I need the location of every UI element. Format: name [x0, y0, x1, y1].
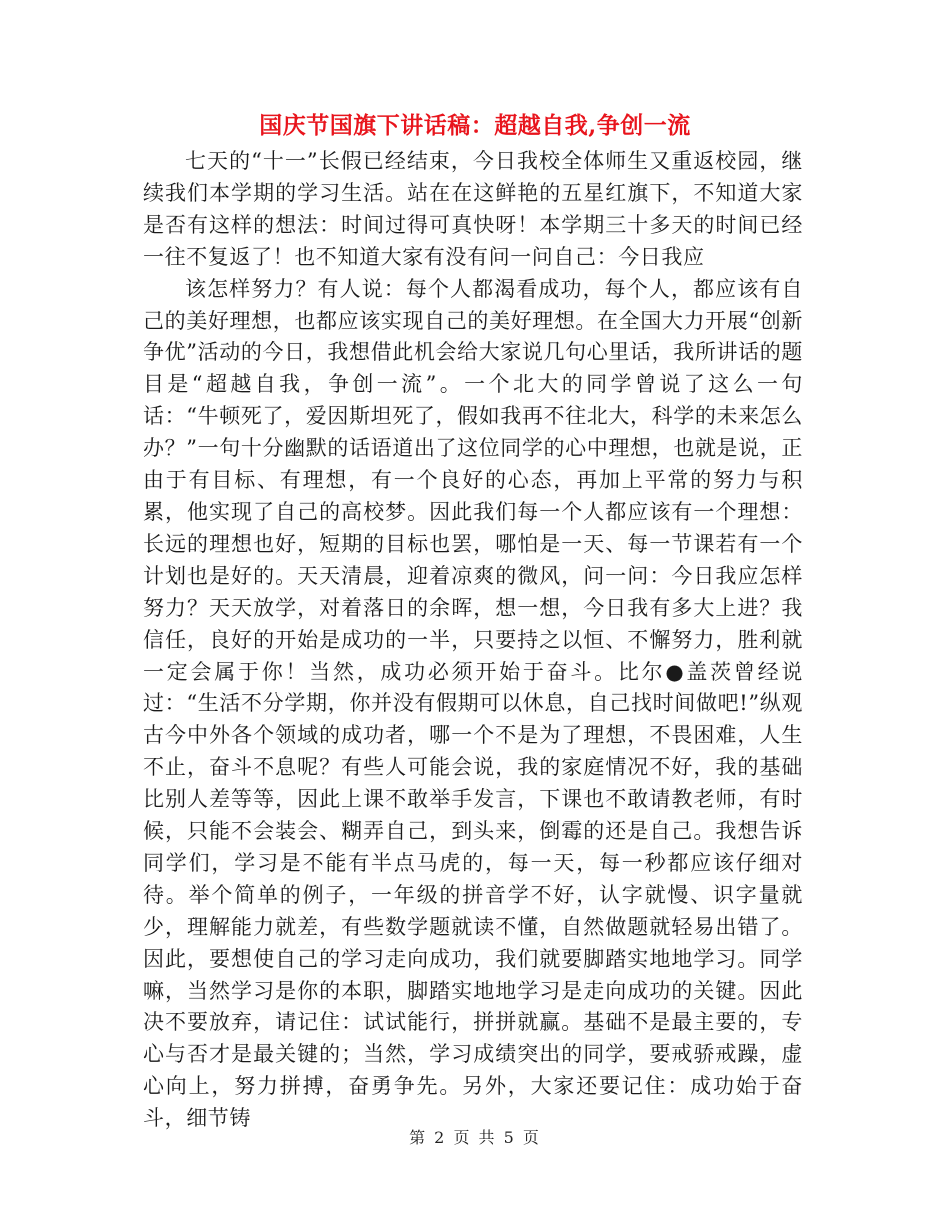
document-title: 国庆节国旗下讲话稿：超越自我,争创一流: [259, 112, 691, 139]
document-body: [143, 146, 803, 1135]
paragraph-2: 该怎样努力？有人说：每个人都渴看成功，每个人，都应该有自己的美好理想，也都应该实现自己的美好理想。在全国大力开展“创新争优”活动的今日，我想借此机会给大家说几句心里话，我所讲话的题目是“超越自我，争创一流”。一个北大的同学曾说了这么一句话：“牛顿死了，爱因斯坦死了，假如我再不往北大，科学的未来怎么办？”一句十分幽默的话语道出了这位同学的心中理想，也就是说，正由于有目标、有理想，有一个良好的心态，再加上平常的努力与积累，他实现了自己的高校梦。因此我们每一个人都应该有一个理想：长远的理想也好，短期的目标也罢，哪怕是一天、每一节课若有一个计划也是好的。天天清晨，迎着凉爽的微风，问一问：今日我应怎样努力？天天放学，对着落日的余晖，想一想，今日我有多大上进？我信任，良好的开始是成功的一半，只要持之以恒、不懈努力，胜利就一定会属于你！当然，成功必须开始于奋斗。比尔●盖茨曾经说过：“生活不分学期，你并没有假期可以休息，自己找时间做吧!”纵观古今中外各个领域的成功者，哪一个不是为了理想，不畏困难，人生不止，奋斗不息呢？有些人可能会说，我的家庭情况不好，我的基础比别人差等等，因此上课不敢举手发言，下课也不敢请教老师，有时候，只能不会装会、糊弄自己，到头来，倒霉的还是自己。我想告诉同学们，学习是不能有半点马虎的，每一天，每一秒都应该仔细对待。举个简单的例子，一年级的拼音学不好，认字就慢、识字量就少，理解能力就差，有些数学题就读不懂，自然做题就轻易出错了。因此，要想使自己的学习走向成功，我们就要脚踏实地地学习。同学嘛，当然学习是你的本职，脚踏实地地学习是走向成功的关键。因此决不要放弃，请记住：试试能行，拼拼就赢。基础不是最主要的，专心与否才是最关键的；当然，学习成绩突出的同学，要戒骄戒躁，虚心向上，努力拼搏，奋勇争先。另外，大家还要记住：成功始于奋斗，细节铸: [143, 276, 803, 1131]
page-number-footer: 第 2 页 共 5 页: [409, 1128, 541, 1147]
paragraph-1: 七天的“十一”长假已经结束，今日我校全体师生又重返校园，继续我们本学期的学习生活。站在在这鲜艳的五星红旗下，不知道大家是否有这样的想法：时间过得可真快呀！本学期三十多天的时间已经一往不复返了！也不知道大家有没有问一问自己：今日我应: [143, 149, 803, 269]
